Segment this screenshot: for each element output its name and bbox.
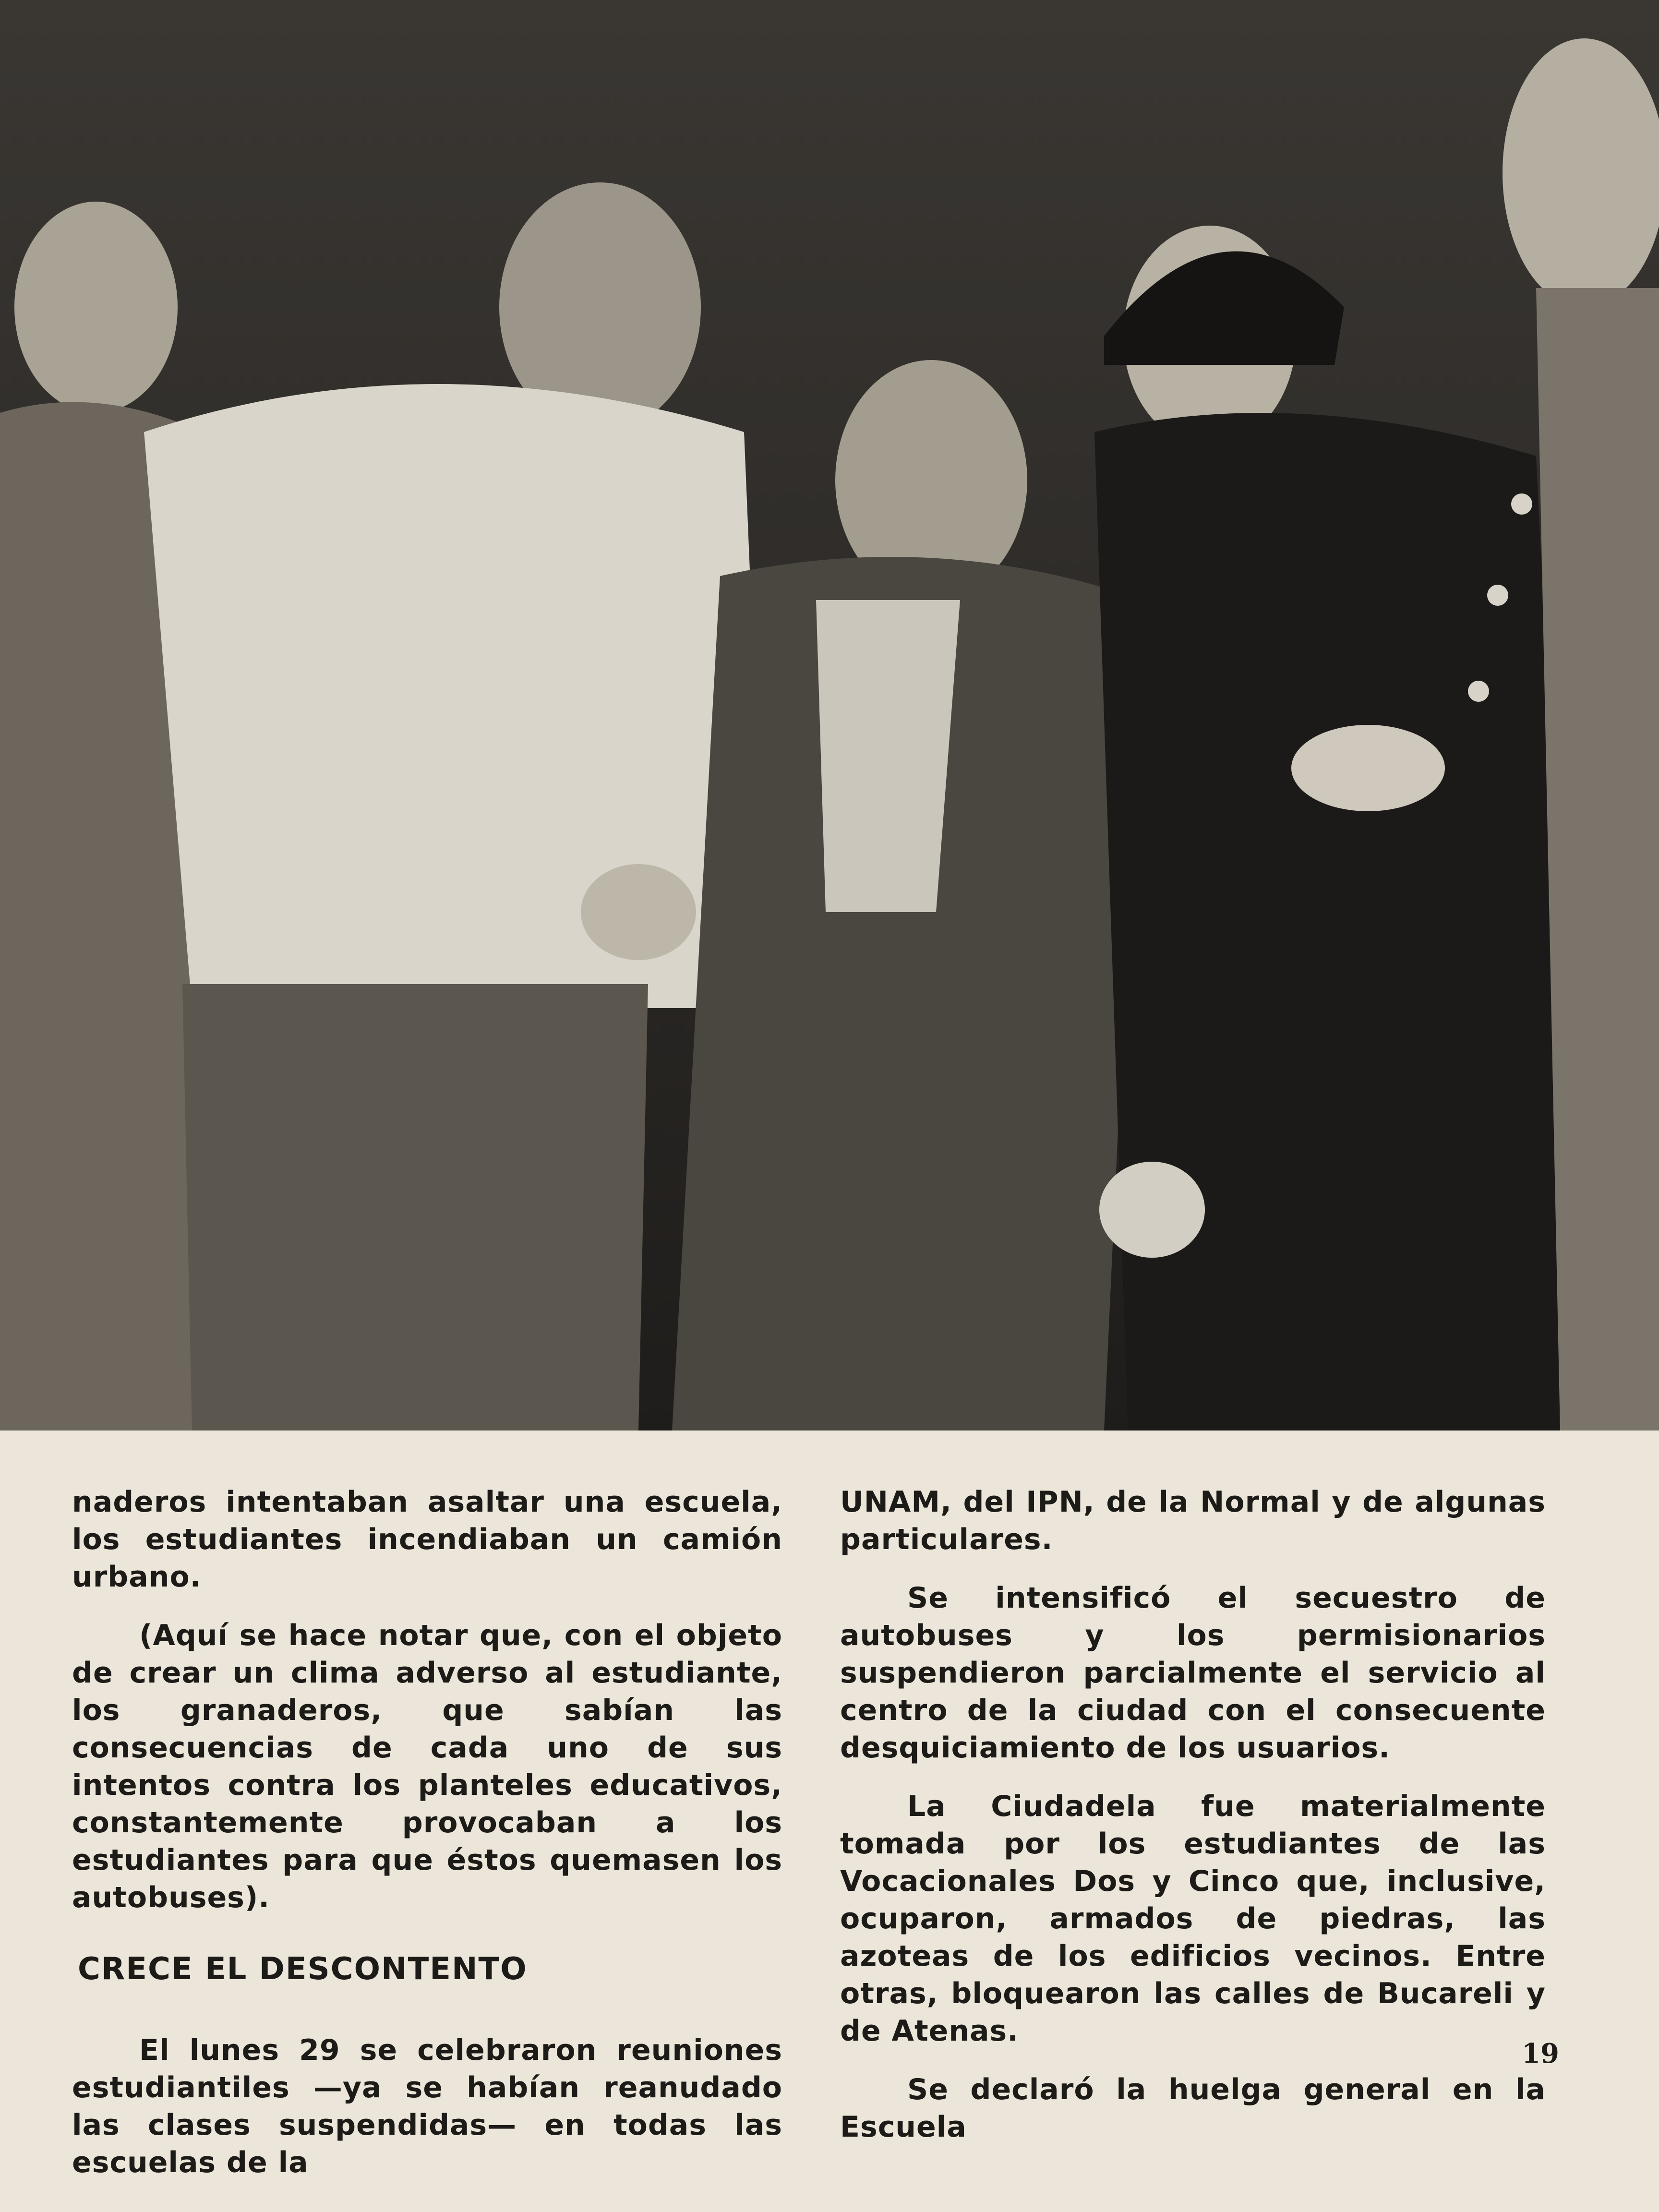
paragraph: El lunes 29 se celebraron reuniones estudiantiles —ya se habían reanudado las clases suspendidas— en todas las escuelas de la bbox=[72, 2033, 782, 2179]
paragraph: La Ciudadela fue materialmente tomada por los estudiantes de las Vocacionales Dos y Cinco que, inclusive, ocuparon, armados de piedras, las azoteas de los edificios vecinos. Entre otras, bloquearon las calles de Bucareli y de Atenas. bbox=[840, 1790, 1546, 2048]
paragraph: Se intensificó el secuestro de autobuses y los permisionarios suspendieron parcialmente el servicio al centro de la ciudad con el consecuente desquiciamiento de los usuarios. bbox=[840, 1581, 1546, 1765]
left-column bbox=[72, 1483, 782, 2202]
paragraph: UNAM, del IPN, de la Normal y de algunas particulares. bbox=[840, 1485, 1546, 1556]
paragraph: Se declaró la huelga general en la Escuela bbox=[840, 2073, 1546, 2144]
paragraph: (Aquí se hace notar que, con el objeto de crear un clima adverso al estudiante, los granaderos, que sabían las consecuencias de cada uno de sus intentos contra los planteles educativos, constantemente provocaban a los estudiantes para que éstos quemasen los autobuses). bbox=[72, 1619, 782, 1914]
right-column bbox=[840, 1483, 1546, 2167]
section-heading: CRECE EL DESCONTENTO bbox=[78, 1951, 528, 1987]
page-number: 19 bbox=[1522, 2038, 1559, 2069]
paragraph: naderos intentaban asaltar una escuela, los estudiantes incendiaban un camión urbano. bbox=[72, 1485, 782, 1594]
